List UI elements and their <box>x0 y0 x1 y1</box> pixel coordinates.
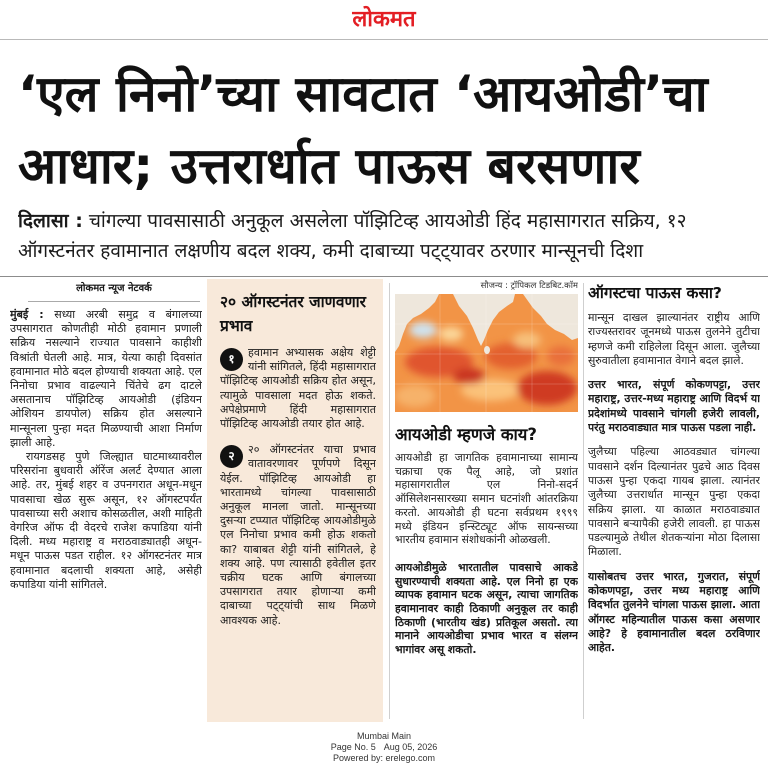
subheadline-divider <box>0 276 768 277</box>
iod-explainer-column <box>395 280 578 720</box>
column-divider <box>583 283 584 719</box>
main-story-paragraph-1 <box>10 308 202 450</box>
lokmat-logo: लोकमत <box>352 6 416 32</box>
iod-heading: आयओडी म्हणजे काय? <box>395 425 537 444</box>
iod-paragraph-2: आयओडीमुळे भारतातील पावसाचे आकडे सुधारण्याची शक्यता आहे. एल निनो हा एक व्यापक हवामान घटक असून, त्याचा जागतिक हवामानावर काही ठिकाणी अनुकूल तर काही ठिकाणी (भारतीय खंड) प्रतिकूल असतो. त्या मानाने आयओडीचा प्रभाव भारत व संलग्न भागांवर असू शकतो. <box>395 560 578 657</box>
subheadline-label: दिलासा : <box>18 210 83 232</box>
powered-by: Powered by: erelego.com <box>332 753 436 763</box>
masthead-divider <box>0 39 768 40</box>
main-story-body <box>10 308 202 592</box>
sst-map-image <box>395 294 578 412</box>
subheadline <box>18 206 760 270</box>
august-rain-paragraph-1: मान्सून दाखल झाल्यानंतर राष्ट्रीय आणि राज्यस्तरावर जूनमध्ये पाऊस तुलनेने तुटीचा म्हणजे कमी राहिलेला दिसून आला. जुलैच्या सुरुवातीला हवामानात वेगाने बदल झाले. <box>588 311 760 367</box>
main-story-paragraph-1-text: सध्या अरबी समुद्र व बंगालच्या उपसागरात कोणतीही मोठी हवामान प्रणाली सक्रिय नसल्याने राज्यात पावसाने काहीशी विश्रांती घेतली आहे. मात्र, येत्या काही दिवसांत हवामानात मोठे बदल होण्याची शक्यता आहे. एल निनोचा प्रभाव वाढल्याने चिंतेचे ढग दाटले असतानाच पॉझिटिव्ह आयओडी (इंडियन ओशियन डायपोल) सक्रिय होत असल्याने मान्सूनला पुन्हा मदत मिळण्याची आशा निर्माण झाली आहे. <box>10 308 202 449</box>
august-rain-paragraph-3: जुलैच्या पहिल्या आठवड्यात चांगल्या पावसाने दर्शन दिल्यानंतर पुढचे आठ दिवस पाऊस पुन्हा एकदा गायब झाला. त्यानंतर जुलैच्या उत्तरार्धात मान्सून पुन्हा एकदा सक्रिय झाला. या काळात मराठवाड्यात पावसाने बऱ्यापैकी हजेरी लावली. हा पाऊस पडल्यामुळे तेथील शेतकऱ्यांना मोठा दिलासा मिळाला. <box>588 445 760 559</box>
point-number-badge: १ <box>220 348 243 371</box>
iod-paragraph-1: आयओडी हा जागतिक हवामानाच्या सामान्य चक्राचा एक पैलू आहे, जो प्रशांत महासागरातील एल निनो-सदर्न ऑसिलेशनसारख्या समान घटनांशी आंतरक्रिया करतो. आयओडी ही घटना सर्वप्रथम १९९९ मध्ये इंडियन इन्स्टिट्यूट ऑफ सायन्सच्या भारतीय हवामान संशोधकांनी ओळखली. <box>395 451 578 547</box>
byline: लोकमत न्यूज नेटवर्क <box>28 280 200 302</box>
august-rain-paragraph-2: उत्तर भारत, संपूर्ण कोकणपट्टा, उत्तर महाराष्ट्र, उत्तर-मध्य महाराष्ट्र आणि विदर्भ या प्रदेशांमध्ये पावसाने चांगली हजेरी लावली, परंतु मराठवाड्यात मात्र पाऊस पडला नाही. <box>588 378 760 435</box>
impact-sidebar-box <box>207 279 383 722</box>
main-story-paragraph-2: रायगडसह पुणे जिल्ह्यात घाटमाथ्यावरील परिसरांना बुधवारी ऑरेंज अलर्ट देण्यात आला आहे. तर, मुंबई शहर व उपनगरात अधून-मधून पावसाचा खेळ सुरू असून, १२ ऑगस्टपर्यंत पावसाच्या सरी अशाच कोसळतील, अशी माहिती वेगरिज ऑफ दी वेदरचे राजेश कपाडिया यांनी दिली. मध्य महाराष्ट्र व मराठवाड्यातही अधून-मधून पाऊस पडत राहील. १२ ऑगस्टनंतर मात्र हवामानात बदलाची शक्यता आहे, असेही कपाडिया यांनी सांगितले. <box>10 450 202 591</box>
epaper-footer <box>284 731 484 767</box>
point-number-badge: २ <box>220 445 243 468</box>
sidebar-point <box>220 346 376 431</box>
sidebar-point <box>220 443 376 628</box>
august-rain-heading: ऑगस्टचा पाऊस कसा? <box>588 284 722 302</box>
main-story-column <box>10 280 202 720</box>
august-rain-column <box>588 282 760 720</box>
dateline: मुंबई : <box>10 308 44 321</box>
page-date-line <box>284 742 484 753</box>
headline <box>18 58 760 204</box>
page-number: Page No. 5 <box>330 742 376 752</box>
headline-line-1: ‘एल निनो’च्या सावटात ‘आयओडी’चा <box>18 65 708 123</box>
sidebar-box-heading: २० ऑगस्टनंतर जाणवणार प्रभाव <box>220 293 367 335</box>
publication-date: Aug 05, 2026 <box>383 742 438 752</box>
sidebar-point-text: हवामान अभ्यासक अक्षेय शेट्टी यांनी सांगितले, हिंदी महासागरात पॉझिटिव्ह आयओडी सक्रिय होत असून, त्यामुळे पावसाला मदत होऊ शकते. अपेक्षेप्रमाणे हिंदी महासागरात पॉझिटिव्ह आयओडी तयार होत आहे. <box>220 346 376 431</box>
column-divider <box>389 283 390 719</box>
headline-line-2: आधार; उत्तरार्धात पाऊस बरसणार <box>18 137 640 195</box>
edition-name: Mumbai Main <box>356 731 412 741</box>
august-rain-paragraph-4: यासोबतच उत्तर भारत, गुजरात, संपूर्ण कोकणपट्टा, उत्तर मध्य महाराष्ट्र आणि विदर्भात तुलनेने चांगला पाऊस झाला. आता ऑगस्ट महिन्यातील पाऊस कसा असणार आहे? हे हवामानातील बदल ठरविणार आहेत. <box>588 569 760 655</box>
image-credit: सौजन्य : ट्रॉपिकल टिडबिट.कॉम <box>480 281 578 291</box>
subheadline-text: चांगल्या पावसासाठी अनुकूल असलेला पॉझिटिव्ह आयओडी हिंद महासागरात सक्रिय, १२ ऑगस्टनंतर हवामानात लक्षणीय बदल शक्य, कमी दाबाच्या पट्ट्यावर ठरणार मान्सूनची दिशा <box>18 210 687 262</box>
sidebar-point-text: २० ऑगस्टनंतर याचा प्रभाव वातावरणावर पूर्णपणे दिसून येईल. पॉझिटिव्ह आयओडी हा भारतामध्ये चांगल्या पावसासाठी अनुकूल मानला जातो. मान्सूनच्या दुसऱ्या टप्प्यात पॉझिटिव्ह आयओडीमुळे एल निनोचा प्रभाव कमी होऊ शकतो का? याबाबत शेट्टी यांनी सांगितले, हे शक्य आहे. पण त्यासाठी हवेतील इतर चक्रीय घटक आणि बंगालच्या उपसागरात तयार होणाऱ्या कमी दाबाच्या पट्ट्यांची साथ मिळणे आवश्यक आहे. <box>220 443 376 627</box>
